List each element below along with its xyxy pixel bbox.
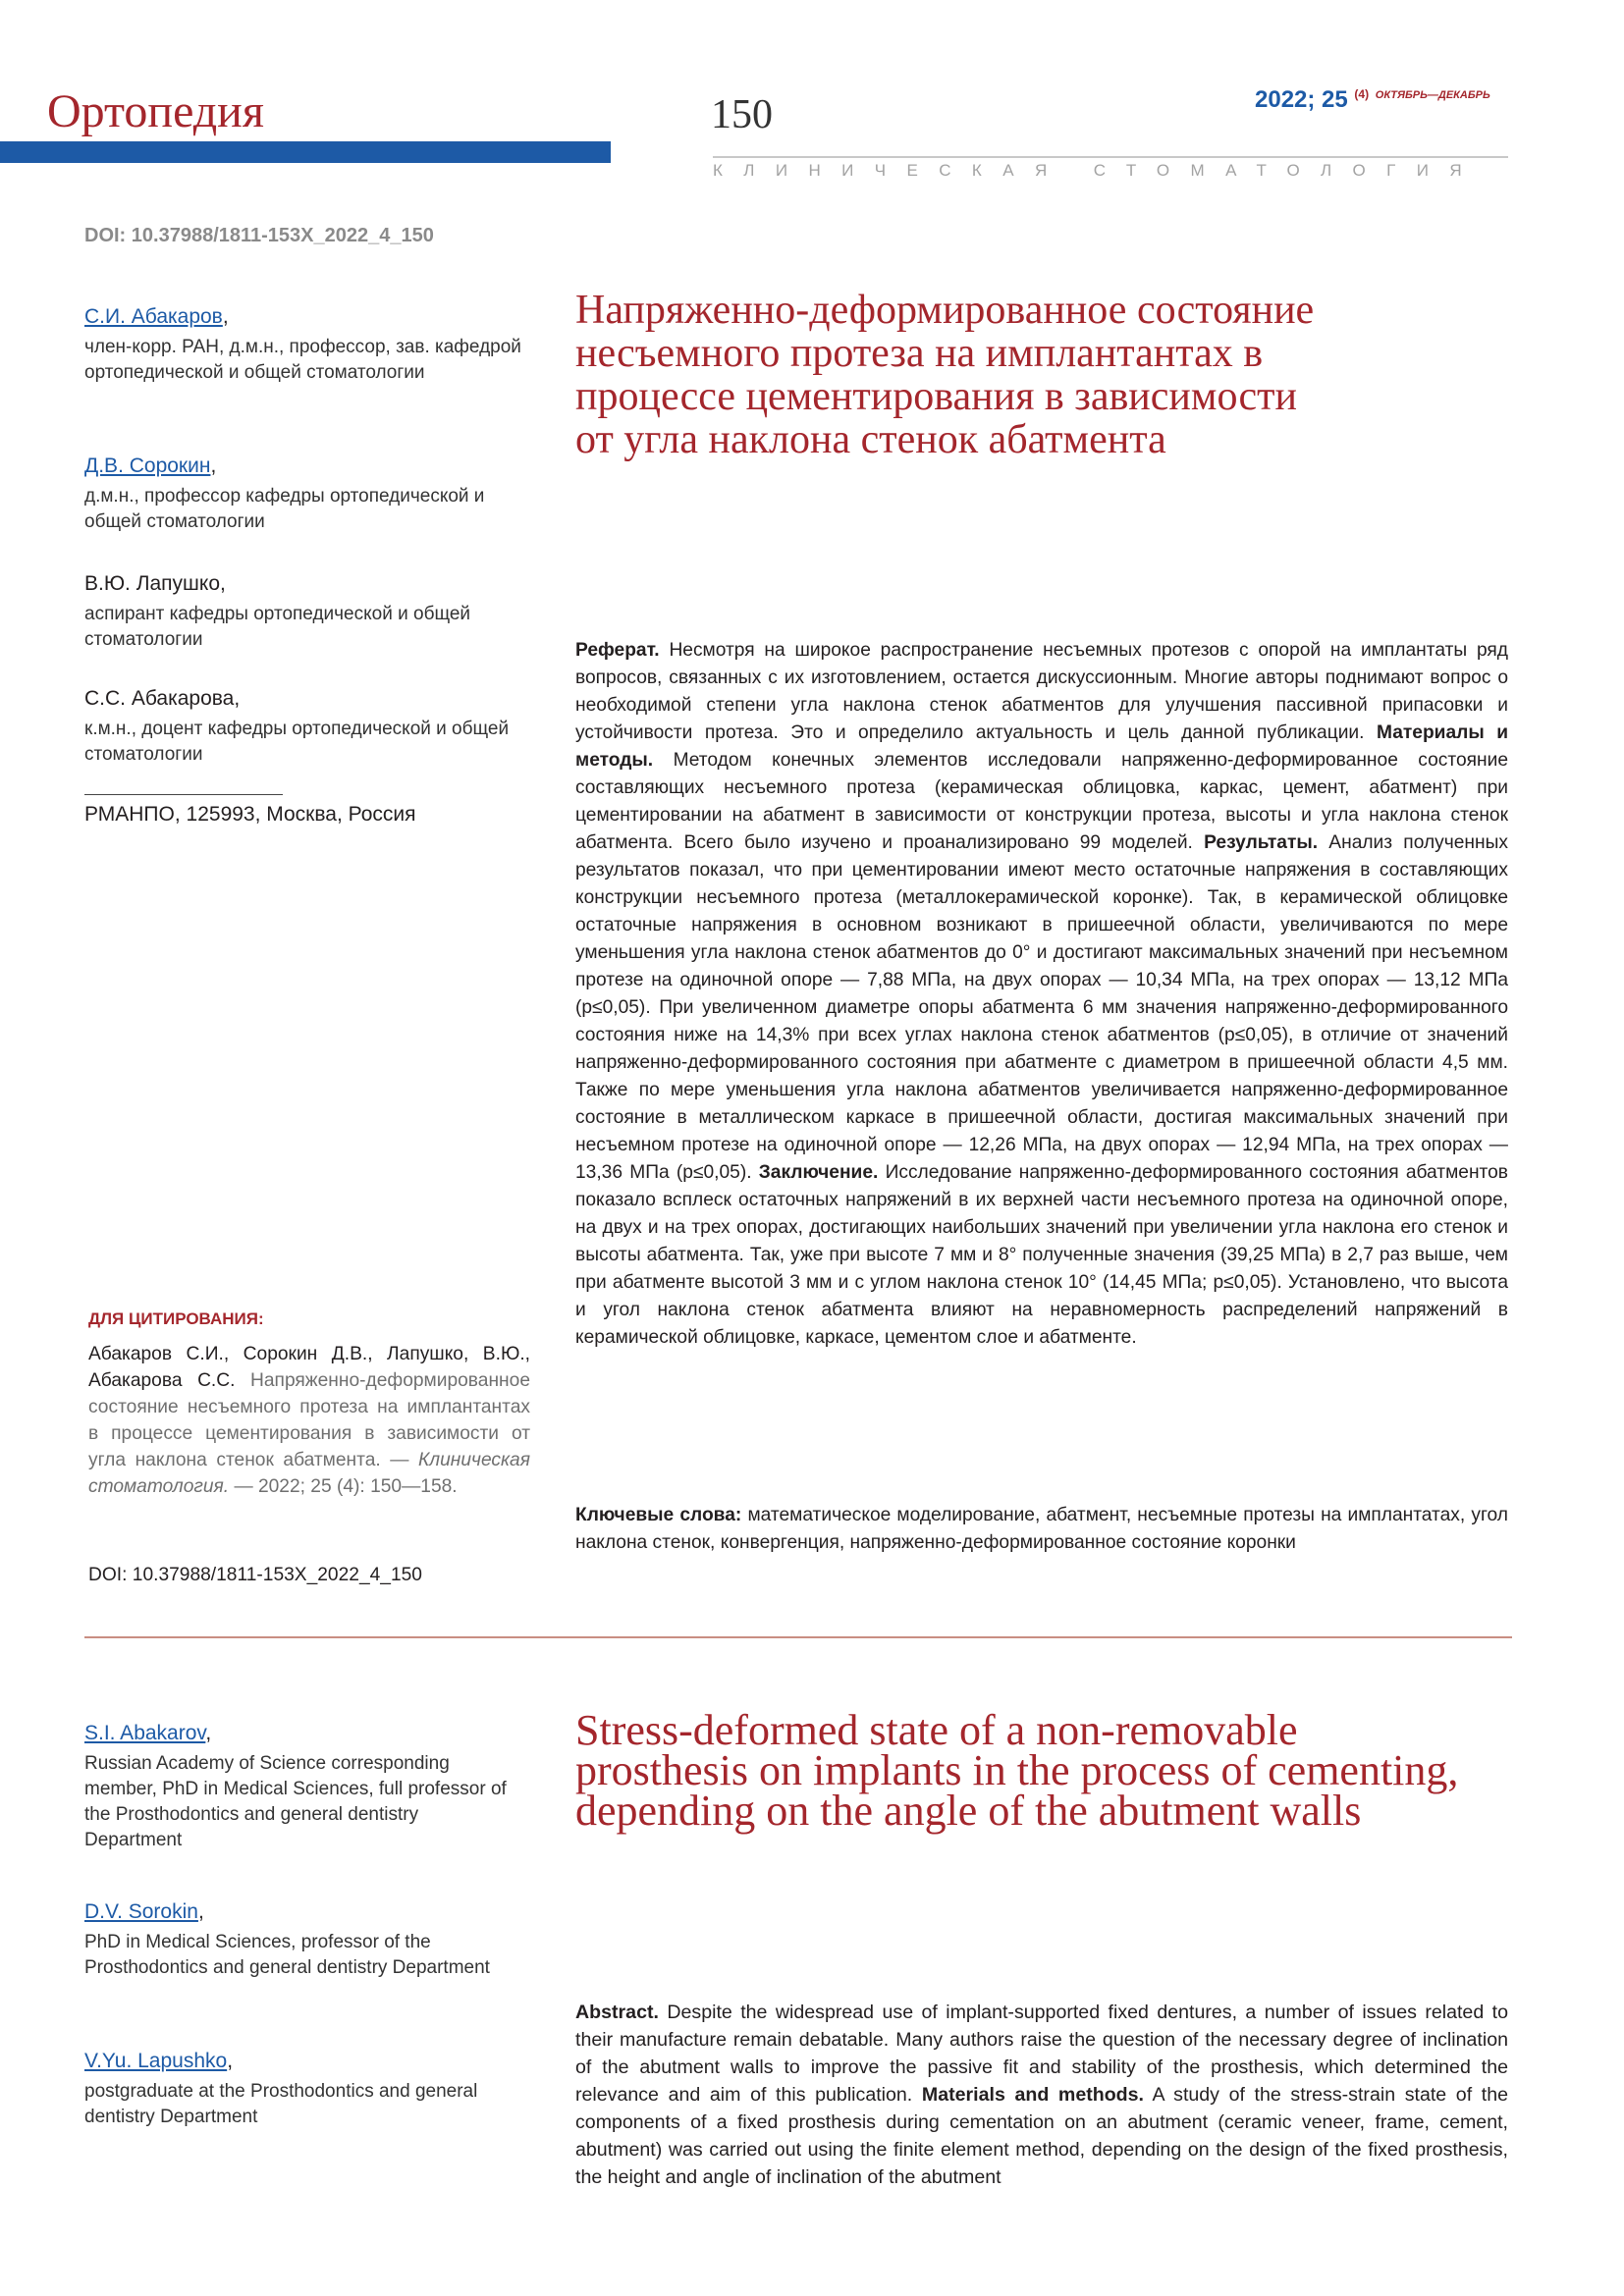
author-link[interactable]: Д.В. Сорокин	[84, 454, 211, 477]
text-methods: Методом конечных элементов исследовали напряженно-деформированное состояние составляющих несъемного протеза (керамическая облицовка, каркас, цемент, абатмент) при цементировании на абатмент в зависимости от конструкции протеза, высоты и угла наклона стенок абатмента. Всего было изучено и проанализировано 99 моделей.	[575, 750, 1508, 853]
issue-months: ОКТЯБРЬ—ДЕКАБРЬ	[1375, 89, 1490, 101]
text-conclusion: Исследование напряженно-деформированного состояния абатментов показало всплеск остаточных напряжений в их верхней части несъемного протеза на одиночной опоре, на двух и на трех опорах, достигающих наибольших значений при увеличении угла наклона его стенок и высоты абатмента. Так, уже при высоте 7 мм и 8° полученные значения (39,25 МПа) в 2,7 раз выше, чем при абатменте высотой 3 мм и с углом наклона стенок 10° (14,45 МПа; p≤0,05). Установлено, что высота и угол наклона стенок абатмента влияют на неравномерность распределений напряжений в керамической облицовке, каркасе, цементом слое и абатменте.	[575, 1162, 1508, 1348]
author-link[interactable]: V.Yu. Lapushko	[84, 2050, 228, 2072]
author-ru-3: В.Ю. Лапушко, аспирант кафедры ортопедической и общей стоматологии	[84, 570, 526, 653]
author-name: В.Ю. Лапушко	[84, 572, 221, 595]
text-referat: Несмотря на широкое распространение несъемных протезов с опорой на имплантаты ряд вопросов, связанных с их изготовлением, остается дискуссионным. Многие авторы поднимают вопрос о необходимой степени угла наклона стенок абатментов для улучшения пассивной припасовки и устойчивости протеза. Это и определило актуальность и цель данной публикации.	[575, 640, 1508, 743]
label-conclusion: Заключение.	[758, 1162, 879, 1183]
author-affiliation: член-корр. РАН, д.м.н., профессор, зав. кафедрой ортопедической и общей стоматологии	[84, 337, 521, 383]
section-bar	[0, 141, 611, 163]
organization: РМАНПО, 125993, Москва, Россия	[84, 803, 416, 826]
author-en-2: D.V. Sorokin, PhD in Medical Sciences, professor of the Prosthodontics and general dentistry Department	[84, 1898, 516, 1981]
section-divider	[84, 1636, 1512, 1638]
page-number: 150	[711, 92, 773, 137]
author-en-1: S.I. Abakarov, Russian Academy of Science corresponding member, PhD in Medical Sciences, full professor of the Prosthodontics and general dentistry Department	[84, 1720, 516, 1853]
authors-rule	[84, 794, 283, 795]
journal-name: КЛИНИЧЕСКАЯ СТОМАТОЛОГИЯ	[713, 161, 1484, 180]
text-abstract: Despite the widespread use of implant-supported fixed dentures, a number of issues related to their manufacture remain debatable. Many authors raise the question of the necessary degree of inclination of the abutment walls to improve the passive fit and stability of the prosthesis, which determined the relevance and aim of this publication.	[575, 2002, 1508, 2106]
keywords-label: Ключевые слова:	[575, 1505, 742, 1525]
label-methods-en: Materials and methods.	[921, 2084, 1144, 2106]
citation-text	[88, 1341, 530, 1500]
author-link[interactable]: D.V. Sorokin	[84, 1900, 198, 1923]
author-name: С.С. Абакарова	[84, 687, 235, 710]
keywords-text: математическое моделирование, абатмент, несъемные протезы на имплантатах, угол наклона стенок, конвергенция, напряженно-деформированное состояние коронки	[575, 1505, 1508, 1553]
header-rule	[713, 156, 1508, 158]
citation-doi: DOI: 10.37988/1811-153X_2022_4_150	[88, 1565, 422, 1585]
abstract-ru	[575, 637, 1508, 1352]
article-title-ru: Напряженно-деформированное состояние несъемного протеза на имплантантах в процессе цементирования в зависимости от угла наклона стенок абатмента	[575, 288, 1315, 462]
author-link[interactable]: S.I. Abakarov	[84, 1722, 206, 1744]
issue-number: (4)	[1354, 87, 1370, 101]
abstract-en	[575, 1999, 1508, 2191]
author-affiliation: Russian Academy of Science corresponding member, PhD in Medical Sciences, full professor of the Prosthodontics and general dentistry Department	[84, 1753, 507, 1850]
label-abstract: Abstract.	[575, 2002, 659, 2023]
citation-authors: Абакаров С.И., Сорокин Д.В., Лапушко, В.Ю., Абакарова С.С.	[88, 1344, 530, 1391]
label-results: Результаты.	[1204, 832, 1319, 853]
author-affiliation: аспирант кафедры ортопедической и общей стоматологии	[84, 604, 471, 650]
author-ru-2: Д.В. Сорокин, д.м.н., профессор кафедры ортопедической и общей стоматологии	[84, 453, 526, 535]
article-title-en: Stress-deformed state of a non-removable prosthesis on implants in the process of cementing, depending on the angle of the abutment walls	[575, 1706, 1459, 1835]
keywords-ru	[575, 1502, 1508, 1557]
author-affiliation: postgraduate at the Prosthodontics and general dentistry Department	[84, 2081, 478, 2127]
author-ru-1: С.И. Абакаров, член-корр. РАН, д.м.н., профессор, зав. кафедрой ортопедической и общей стоматологии	[84, 303, 526, 386]
author-affiliation: PhD in Medical Sciences, professor of the Prosthodontics and general dentistry Department	[84, 1932, 490, 1978]
author-affiliation: к.м.н., доцент кафедры ортопедической и общей стоматологии	[84, 719, 510, 765]
text-methods-en: A study of the stress-strain state of the components of a fixed prosthesis during cementation on an abutment (ceramic veneer, frame, cement, abutment) was carried out using the finite element method, depending on the design of the fixed prosthesis, the height and angle of inclination of the abutment	[575, 2084, 1508, 2188]
label-methods: Материалы и методы.	[575, 722, 1509, 771]
author-en-3: V.Yu. Lapushko, postgraduate at the Prosthodontics and general dentistry Department	[84, 2048, 516, 2130]
doi: DOI: 10.37988/1811-153X_2022_4_150	[84, 225, 434, 246]
issue-info	[1255, 86, 1490, 114]
author-link[interactable]: С.И. Абакаров	[84, 305, 223, 328]
citation-details: — 2022; 25 (4): 150—158.	[234, 1476, 458, 1497]
label-referat: Реферат.	[575, 640, 660, 661]
section-title: Ортопедия	[47, 85, 264, 137]
year-volume: 2022; 25	[1255, 86, 1348, 113]
author-ru-4: С.С. Абакарова, к.м.н., доцент кафедры ортопедической и общей стоматологии	[84, 685, 526, 768]
citation-label: ДЛЯ ЦИТИРОВАНИЯ:	[88, 1309, 264, 1328]
citation-title: Напряженно-деформированное состояние несъемного протеза на имплантантах в процессе цементирования в зависимости от угла наклона стенок абатмента. —	[88, 1370, 530, 1470]
author-affiliation: д.м.н., профессор кафедры ортопедической и общей стоматологии	[84, 486, 485, 532]
citation-journal: Клиническая стоматология.	[88, 1450, 530, 1497]
text-results: Анализ полученных результатов показал, что при цементировании имеют место остаточные напряжения в составляющих конструкции несъемного протеза (металлокерамической коронке). Так, в керамической облицовке остаточные напряжения в основном возникают в пришеечной области, увеличиваются по мере уменьшения угла наклона стенок абатментов до 0° и достигают максимальных значений при несъемном протезе на одиночной опоре — 7,88 МПа, на двух опорах — 10,34 МПа, на трех опорах — 13,12 МПа (p≤0,05). При увеличенном диаметре опоры абатмента 6 мм значения напряженно-деформированного состояния ниже на 14,3% при всех углах наклона стенок абатментов (p≤0,05), в отличие от значений напряженно-деформированного состояния при абатменте с диаметром в пришеечной области 4,5 мм. Также по мере уменьшения угла наклона абатментов увеличивается напряженно-деформированное состояние в металлическом каркасе в пришеечной области, достигая максимальных значений при несъемном протезе на одиночной опоре — 12,26 МПа, на двух опорах — 12,94 МПа, на трех опорах — 13,36 МПа (p≤0,05).	[575, 832, 1508, 1183]
